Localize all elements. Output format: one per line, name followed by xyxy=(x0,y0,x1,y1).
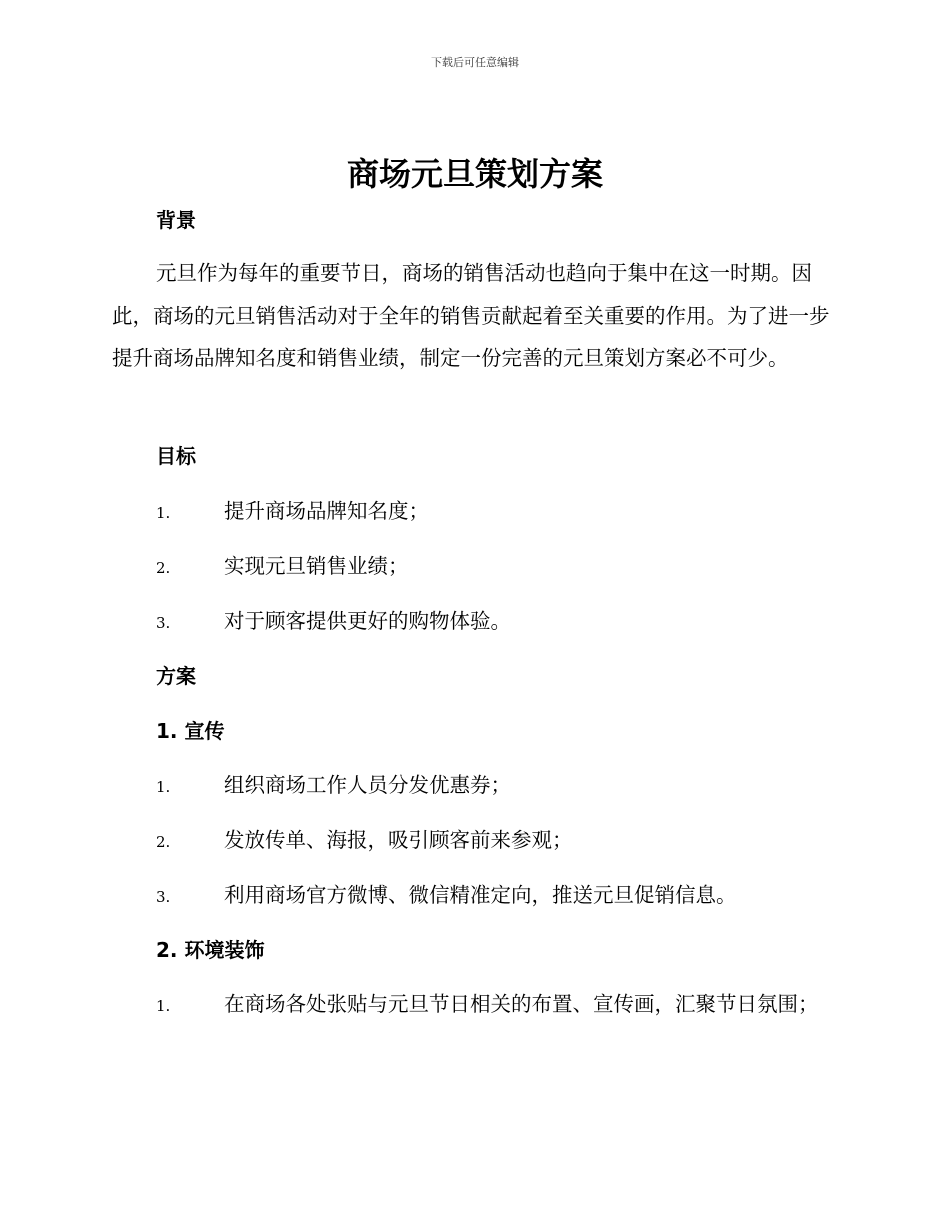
list-item xyxy=(112,983,832,1028)
list-item-number: 1. xyxy=(156,997,171,1015)
list-item-number: 1. xyxy=(156,778,171,796)
paragraph-background: 元旦作为每年的重要节日，商场的销售活动也趋向于集中在这一时期。因此，商场的元旦销售活动对于全年的销售贡献起着至关重要的作用。为了进一步提升商场品牌知名度和销售业绩，制定一份完善的元旦策划方案必不可少。 xyxy=(112,261,830,370)
list-item-text: 对于顾客提供更好的购物体验。 xyxy=(224,609,511,633)
list-item xyxy=(112,764,832,809)
list-item-text: 实现元旦销售业绩； xyxy=(224,554,409,578)
list-item-text: 在商场各处张贴与元旦节日相关的布置、宣传画，汇聚节日氛围； xyxy=(224,992,819,1016)
list-item-number: 3. xyxy=(156,614,171,632)
heading-decoration: 2. 环境装饰 xyxy=(156,938,265,962)
list-item xyxy=(112,874,832,919)
list-item-number: 2. xyxy=(156,559,171,577)
heading-background: 背景 xyxy=(156,208,196,232)
heading-plan: 方案 xyxy=(156,664,196,688)
list-item-text: 组织商场工作人员分发优惠券； xyxy=(224,773,511,797)
page-header-note: 下载后可任意编辑 xyxy=(431,56,519,69)
list-item-number: 3. xyxy=(156,888,171,906)
heading-goals: 目标 xyxy=(156,444,196,468)
list-item-number: 1. xyxy=(156,504,171,522)
list-item xyxy=(112,545,832,590)
list-item xyxy=(112,819,832,864)
list-item-text: 提升商场品牌知名度； xyxy=(224,499,429,523)
list-item-number: 2. xyxy=(156,833,171,851)
page-title: 商场元旦策划方案 xyxy=(346,155,603,193)
list-item xyxy=(112,600,832,645)
heading-promotion: 1. 宣传 xyxy=(156,719,225,743)
list-item-text: 利用商场官方微博、微信精准定向，推送元旦促销信息。 xyxy=(224,883,737,907)
list-item xyxy=(112,490,832,535)
list-item-text: 发放传单、海报，吸引顾客前来参观； xyxy=(224,828,573,852)
